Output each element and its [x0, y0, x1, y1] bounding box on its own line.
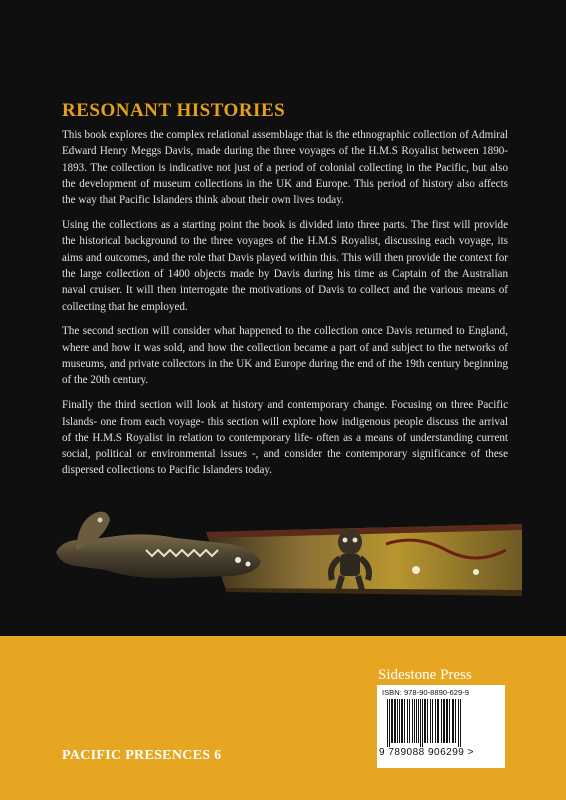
barcode-guard-bar	[422, 699, 423, 747]
blurb-paragraph-2: Using the collections as a starting point the book is divided into three parts. The first will provide the historical background to the three voyages of the H.M.S Royalist, discussing each voyage, its aims and outcomes, and the role that Davis played within this. This will then provide the context for the large collection of 1400 objects made by Davis during his time as Captain of the Australian naval cruiser. It will then interrogate the motivations of Davis to collect and the various means of collecting that he employed.	[62, 219, 508, 313]
barcode-bar	[407, 699, 408, 743]
carved-artifact-image	[56, 510, 522, 610]
barcode-guard-bar	[460, 699, 461, 747]
barcode-bar	[446, 699, 448, 743]
barcode-bar	[441, 699, 442, 743]
book-title: RESONANT HISTORIES	[62, 100, 286, 121]
isbn-barcode	[377, 685, 505, 768]
barcode-bar	[416, 699, 417, 743]
barcode-bar	[455, 699, 456, 743]
barcode-bar	[414, 699, 415, 743]
barcode-bar	[394, 699, 396, 743]
barcode-bar	[412, 699, 413, 743]
barcode-bar	[424, 699, 426, 743]
publisher-name: Sidestone Press	[378, 667, 472, 683]
blurb-paragraph-1: This book explores the complex relational assemblage that is the ethnographic collection of Admiral Edward Henry Meggs Davis, made during the three voyages of the H.M.S Royalist between 1890-1893. The collection is indicative not just of a period of colonial collecting in the Pacific, but also the development of museum collections in the UK and Europe. This period of history also affects the way that Pacific Islanders think about their own lives today.	[62, 129, 508, 207]
blurb-paragraph-4: Finally the third section will look at history and contemporary change. Focusing on three Pacific Islands- one from each voyage- this section will explore how indigenous people discuss the arrival of the H.M.S Royalist in relation to contemporary life- often as a means of understanding current social, political or environmental issues -, and consider the contemporary significance of these dispersed collections to Pacific Islanders today.	[62, 399, 508, 477]
barcode-bar	[409, 699, 410, 743]
barcode-bar	[449, 699, 450, 743]
barcode-bar	[437, 699, 439, 743]
barcode-digits: 9 789088 906299 >	[379, 747, 474, 758]
barcode-bar	[397, 699, 398, 743]
barcode-bars	[381, 699, 501, 747]
barcode-guard-bar	[458, 699, 459, 747]
barcode-bar	[418, 699, 419, 743]
barcode-bar	[452, 699, 454, 743]
barcode-guard-bar	[420, 699, 421, 747]
barcode-bar	[404, 699, 405, 743]
blurb	[62, 127, 508, 487]
barcode-guard-bar	[387, 699, 388, 747]
isbn-label: ISBN: 978-90-8890-629-9	[382, 688, 469, 697]
barcode-bar	[435, 699, 436, 743]
barcode-bar	[391, 699, 393, 743]
barcode-bar	[443, 699, 445, 743]
series-title: PACIFIC PRESENCES 6	[62, 748, 222, 763]
barcode-bar	[427, 699, 428, 743]
barcode-bar	[401, 699, 403, 743]
barcode-bar	[432, 699, 433, 743]
barcode-bar	[399, 699, 400, 743]
barcode-bar	[430, 699, 431, 743]
barcode-guard-bar	[389, 699, 390, 747]
blurb-paragraph-3: The second section will consider what happened to the collection once Davis returned to England, where and how it was sold, and how the collection became a part of and subject to the networks of museums, and private collectors in the UK and Europe during the end of the 19th century beginning of the 20th century.	[62, 325, 508, 387]
